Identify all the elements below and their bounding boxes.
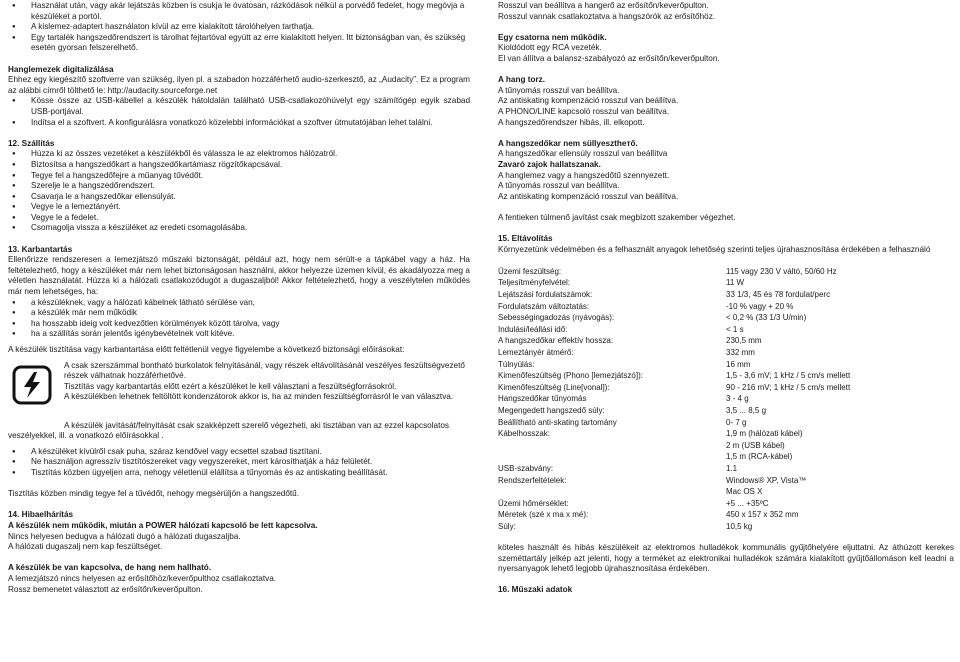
problem-title: A készülék be van kapcsolva, de hang nem hallható. xyxy=(8,563,212,573)
spec-value xyxy=(726,289,954,301)
spec-label: Méretek (szé x ma x mé): xyxy=(498,510,589,520)
warning-text: A készülékben lehetnek feltöltött kondenzátorok akkor is, ha az minden feszültségforrásról le van választva. xyxy=(64,392,454,402)
paragraph: Ellenőrizze rendszeresen a lemezjátszó műszaki biztonságát, például azt, hogy nem sérült-e a tápkábel vagy a ház. Ha feltételezhető, hogy a készüléket már nem lehet biztonságosan használni, akkor helyezze üzemen kívül, és akadályozza meg a véletlen használatát. Húzza ki a hálózati csatlakozódugót a dugaszaljból! Akkor feltételezhető, hogy a veszélytelen működés már nem lehetséges, ha: xyxy=(8,255,470,297)
spec-row xyxy=(498,266,954,278)
spec-value-line: 230,5 mm xyxy=(726,336,762,346)
list-item: ● Csomagolja vissza a készüléket az eredeti csomagolásába. xyxy=(8,223,470,234)
spec-row xyxy=(498,463,954,475)
list-item: ● A készüléket kívülről csak puha, száraz kendővel vagy ecsettel szabad tisztítani. xyxy=(8,447,470,458)
spec-label: A hangszedőkar effektív hossza: xyxy=(498,336,614,346)
spec-row xyxy=(498,509,954,521)
spec-row xyxy=(498,370,954,382)
spec-value xyxy=(726,428,954,463)
section-heading: 12. Szállítás xyxy=(8,138,55,148)
specs-table xyxy=(498,266,954,533)
problem-cause: A hanglemez vagy a hangszedőtű szennyezett. xyxy=(498,170,670,180)
spec-row xyxy=(498,347,954,359)
left-column xyxy=(8,0,470,595)
spec-value xyxy=(726,370,954,382)
list-item: ● Szerelje le a hangszedőrendszert. xyxy=(8,181,470,192)
spec-value-line: 33 1/3, 45 és 78 fordulat/perc xyxy=(726,290,831,300)
list-item: ● Egy tartalék hangszedőrendszert is tárolhat fejtartóval együtt az erre kialakított helyen. Itt biztonságban van, és szükség esetén gyorsan felszerelhető. xyxy=(8,33,470,54)
spec-row xyxy=(498,335,954,347)
section-heading: 14. Hibaelhárítás xyxy=(8,510,74,520)
spec-value-line: Mac OS X xyxy=(726,487,763,497)
spec-row xyxy=(498,428,954,463)
spec-row xyxy=(498,498,954,510)
spec-label: Túlnyúlás: xyxy=(498,359,535,369)
problem-cause: Rossz bemenetet választott az erősítőn/keverőpulton. xyxy=(8,584,203,594)
spec-value-line: Windows® XP, Vista™ xyxy=(726,475,807,485)
spec-value xyxy=(726,463,954,475)
warning-text: A készülék javítását/felnyitását csak szakképzett szerelő végezheti, aki tisztában van az ezzel kapcsolatos veszélyekkel, ill. a vonatkozó előírásokkal . xyxy=(8,420,450,441)
problem-cause: Kioldódott egy RCA vezeték. xyxy=(498,43,602,53)
warning-text: Tisztítás vagy karbantartás előtt ezért a készüléket le kell választani a feszültségforrásokról. xyxy=(64,381,397,391)
spec-value-line: < 1 s xyxy=(726,324,744,334)
problem-cause: Rosszul van beállítva a hangerő az erősítőn/keverőpulton. xyxy=(498,1,709,10)
warning-text: A csak szerszámmal bontható burkolatok felnyitásánál, vagy részek eltávolításánál veszélyes feszültségvezető részek válhatnak hozzáférhetővé. xyxy=(64,360,465,381)
problem-cause: Az antiskating kompenzáció rosszul van beállítva. xyxy=(498,191,679,201)
spec-value xyxy=(726,509,954,521)
problem-cause: A hangszedőkar ellensúly rosszul van beállítva xyxy=(498,149,668,159)
paragraph: Tisztítás közben mindig tegye fel a tűvédőt, nehogy megsérüljön a hangszedőtű. xyxy=(8,489,299,499)
spec-value-line: 1.1 xyxy=(726,463,738,473)
spec-value-line: -10 % vagy + 20 % xyxy=(726,301,794,311)
spec-row xyxy=(498,382,954,394)
list-item: ● A kislemez-adaptert használaton kívül az erre kialakított tárolóhelyen tarthatja. xyxy=(8,22,470,33)
spec-label: Kimenőfeszültség (Phono [lemezjátszó]): xyxy=(498,371,643,381)
spec-label: Lejátszási fordulatszámok: xyxy=(498,290,593,300)
spec-value-line: 16 mm xyxy=(726,359,751,369)
spec-value xyxy=(726,335,954,347)
spec-value-line: 1,5 - 3,6 mV; 1 kHz / 5 cm/s mellett xyxy=(726,371,851,381)
problem-cause: Az antiskating kompenzáció rosszul van beállítva. xyxy=(498,96,679,106)
paragraph: A készülék tisztítása vagy karbantartása előtt feltétlenül vegye figyelembe a következő biztonsági előírásokat: xyxy=(8,345,405,354)
spec-row xyxy=(498,521,954,533)
spec-label: Fordulatszám változtatás: xyxy=(498,301,590,311)
problem-cause: A PHONO/LINE kapcsoló rosszul van beállítva. xyxy=(498,106,670,116)
spec-label: Rendszerfeltételek: xyxy=(498,475,567,485)
spec-value xyxy=(726,521,954,533)
list-item: ● Tisztítás közben ügyeljen arra, nehogy véletlenül elállítsa a tűnyomás és az antiskating beállítását. xyxy=(8,468,470,479)
spec-row xyxy=(498,301,954,313)
spec-label: Teljesítményfelvétel: xyxy=(498,278,571,288)
list-item: ● ha hosszabb ideig volt kedvezőtlen körülmények között tárolva, vagy xyxy=(8,319,470,330)
section-heading: 13. Karbantartás xyxy=(8,244,73,254)
paragraph: Környezetünk védelmében és a felhasznált anyagok lehetőség szerinti teljes újrahasznosítása érdekében a felhasználó xyxy=(498,244,931,254)
problem-cause: A tűnyomás rosszul van beállítva. xyxy=(498,181,620,191)
warning-lightning-icon xyxy=(12,365,52,405)
list-item: ● a készülék már nem működik xyxy=(8,308,470,319)
section-heading: 15. Eltávolítás xyxy=(498,234,553,244)
problem-title: A hangszedőkar nem süllyesztheтő. xyxy=(498,138,638,148)
spec-value-line: 2 m (USB kábel) xyxy=(726,440,785,450)
spec-label: Hangszedőkar tűnyomás xyxy=(498,394,587,404)
spec-row xyxy=(498,289,954,301)
spec-label: Lemeztányér átmérő: xyxy=(498,348,574,357)
problem-title: Zavaró zajok hallatszanak. xyxy=(498,159,601,169)
spec-value-line: 0- 7 g xyxy=(726,417,747,427)
spec-label: Beállítható anti-skating tartomány xyxy=(498,417,617,427)
warning-box xyxy=(8,361,470,421)
list-item: ● a készüléknek, vagy a hálózati kábelnek látható sérülése van, xyxy=(8,298,470,309)
list-item: ● Csavarja le a hangszedőkar ellensúlyát. xyxy=(8,192,470,203)
spec-value xyxy=(726,405,954,417)
list-item: ● Kösse össze az USB-kábellel a készülék hátoldalán található USB-csatlakozóhüvelyt egy számítógép egyik szabad USB-portjával. xyxy=(8,96,470,117)
list-item: ● Tegye fel a hangszedőfejre a műanyag tűvédőt. xyxy=(8,171,470,182)
repair-note: A fentieken túlmenő javítást csak megbízott szakember végezhet. xyxy=(498,212,736,222)
spec-value xyxy=(726,347,954,359)
spec-row xyxy=(498,475,954,498)
spec-row xyxy=(498,312,954,324)
spec-label: Üzemi feszültség: xyxy=(498,266,562,276)
list-item: ● ha a szállítás során jelentős igénybevételnek volt kitéve. xyxy=(8,329,470,340)
spec-label: Indulási/leállási idő: xyxy=(498,324,568,334)
list-item: ● Használat után, vagy akár lejátszás közben is csukja le óvatosan, rázkódások nélkül a porvédő fedelet, hogy megóvja a készüléket a portól. xyxy=(8,1,470,22)
spec-value xyxy=(726,382,954,394)
spec-row xyxy=(498,417,954,429)
problem-cause: A hangszedőrendszer hibás, ill. elkopott. xyxy=(498,117,645,127)
list-item: ● Húzza ki az összes vezetéket a készülékből és válassza le az elektromos hálózatról. xyxy=(8,149,470,160)
problem-cause: El van állítva a balansz-szabályozó az erősítőn/keverőpulton. xyxy=(498,53,720,63)
problem-cause: Rosszul vannak csatlakoztatva a hangszórók az erősítőhöz. xyxy=(498,11,716,21)
spec-value xyxy=(726,475,954,498)
list-item: ● Vegye le a lemeztányért. xyxy=(8,202,470,213)
spec-label: Sebességingadozás (nyávogás): xyxy=(498,313,615,323)
spec-value-line: +5 ... +35ºC xyxy=(726,498,769,508)
spec-value-line: 332 mm xyxy=(726,348,755,357)
spec-label: Üzemi hőmérséklet: xyxy=(498,498,569,508)
spec-label: Megengedett hangszedő súly: xyxy=(498,405,605,415)
paragraph: Ehhez egy kiegészítő szoftverre van szükség, ilyen pl. a szabadon hozzáférhető audio-szerkesztő, az „Audacity”. Ez a program az alábbi címről tölthető le: http://audacity.sourceforge.net xyxy=(8,75,470,95)
paragraph: köteles használt és hibás készülékeit az elektromos hulladékok kommunális gyűjtőhelyére eljuttatni. Az áthúzott kerekes szeméttartály jelkép azt jelenti, hogy a terméket az elektronikai hulladékok számára kialakított gyűjtőállomáson kell leadni a nyersanyagok lehető legjobb újrahasznosítása érdekében. xyxy=(498,543,954,574)
spec-row xyxy=(498,324,954,336)
spec-value xyxy=(726,312,954,324)
spec-row xyxy=(498,405,954,417)
spec-value-line: 1,9 m (hálózati kábel) xyxy=(726,429,803,439)
problem-cause: A tűnyomás rosszul van beállítva. xyxy=(498,85,620,95)
right-column xyxy=(498,0,954,596)
spec-value-line: 450 x 157 x 352 mm xyxy=(726,510,799,520)
list-item: ● Biztosítsa a hangszedőkart a hangszedőkartámasz rögzítőkapcsával. xyxy=(8,160,470,171)
spec-value xyxy=(726,359,954,371)
spec-value-line: 115 vagy 230 V váltó, 50/60 Hz xyxy=(726,266,837,276)
spec-value xyxy=(726,266,954,278)
spec-value xyxy=(726,324,954,336)
list-item: ● Ne használjon agresszív tisztítószereket vagy vegyszereket, mert károsíthatják a ház felületét. xyxy=(8,457,470,468)
spec-value-line: 10,5 kg xyxy=(726,521,753,531)
intro-bullets xyxy=(8,1,470,54)
spec-label: Súly: xyxy=(498,521,516,531)
problem-cause: A lemezjátszó nincs helyesen az erősítőhöz/keverőpulthoz csatlakoztatva. xyxy=(8,573,277,583)
list-item: ● Indítsa el a szoftvert. A konfigurálásra vonatkozó közelebbi információkat a szoftver útmutatójában lehet találni. xyxy=(8,118,470,129)
spec-value-line: 11 W xyxy=(726,278,745,288)
section-heading: 16. Műszaki adatok xyxy=(498,585,573,595)
spec-row xyxy=(498,359,954,371)
spec-value-line: 1,5 m (RCA-kábel) xyxy=(726,452,793,462)
spec-row xyxy=(498,277,954,289)
spec-label: Kábelhosszak: xyxy=(498,429,551,439)
spec-value xyxy=(726,277,954,289)
problem-title: Egy csatorna nem működik. xyxy=(498,32,607,42)
spec-value xyxy=(726,301,954,313)
spec-value xyxy=(726,393,954,405)
spec-label: USB-szabvány: xyxy=(498,463,554,473)
spec-row xyxy=(498,393,954,405)
spec-value-line: 3,5 ... 8,5 g xyxy=(726,405,767,415)
spec-value xyxy=(726,417,954,429)
problem-title: A hang torz. xyxy=(498,75,545,85)
spec-value-line: 3 - 4 g xyxy=(726,394,749,404)
spec-label: Kimenőfeszültség (Line[vonal]): xyxy=(498,382,610,392)
spec-value-line: 90 - 216 mV; 1 kHz / 5 cm/s mellett xyxy=(726,382,851,392)
problem-cause: Nincs helyesen bedugva a hálózati dugó a hálózati dugaszaljba. xyxy=(8,531,241,541)
problem-cause: A hálózati dugaszalj nem kap feszültséget. xyxy=(8,542,163,552)
section-heading: Hanglemezek digitalizálása xyxy=(8,64,114,74)
problem-title: A készülék nem működik, miután a POWER hálózati kapcsoló be lett kapcsolva. xyxy=(8,520,318,530)
spec-value-line: < 0,2 % (33 1/3 U/min) xyxy=(726,313,807,323)
list-item: ● Vegye le a fedelet. xyxy=(8,213,470,224)
spec-value xyxy=(726,498,954,510)
